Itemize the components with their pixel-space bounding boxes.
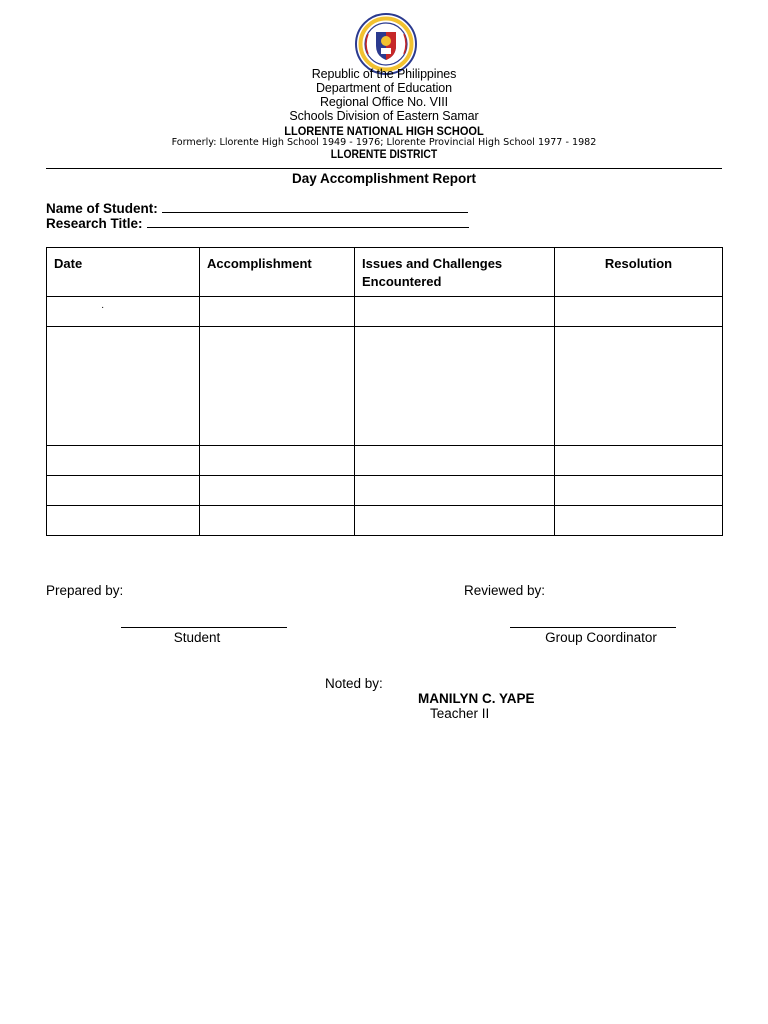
- table-cell[interactable]: [555, 297, 723, 327]
- table-cell[interactable]: [47, 297, 200, 327]
- header-accomplishment: Accomplishment: [200, 248, 355, 297]
- table-row: [47, 327, 723, 446]
- table-cell[interactable]: [47, 327, 200, 446]
- table-row: [47, 446, 723, 476]
- table-cell[interactable]: [555, 476, 723, 506]
- noted-by-name: MANILYN C. YAPE: [418, 691, 535, 706]
- header-department: Department of Education: [316, 81, 452, 95]
- table-cell[interactable]: [200, 476, 355, 506]
- table-cell[interactable]: [355, 476, 555, 506]
- student-name-label: Name of Student:: [46, 201, 158, 216]
- table-cell[interactable]: [355, 506, 555, 536]
- cell-mark: ·: [101, 302, 105, 313]
- student-name-field: [46, 201, 468, 216]
- accomplishment-table: [46, 247, 723, 536]
- coordinator-role: Group Coordinator: [545, 630, 657, 645]
- table-cell[interactable]: [47, 506, 200, 536]
- table-cell[interactable]: [555, 506, 723, 536]
- header-division: Schools Division of Eastern Samar: [289, 109, 479, 123]
- noted-by-label: Noted by:: [325, 676, 383, 691]
- table-cell[interactable]: [200, 506, 355, 536]
- school-formerly: Formerly: Llorente High School 1949 - 1976; Llorente Provincial High School 1977 - 1982: [171, 137, 597, 148]
- table-row: [47, 506, 723, 536]
- coordinator-signature-line[interactable]: [510, 627, 676, 628]
- student-name-blank[interactable]: [162, 202, 468, 213]
- reviewed-by-label: Reviewed by:: [464, 583, 546, 598]
- school-district: LLORENTE DISTRICT: [330, 149, 438, 161]
- table-header-row: [47, 248, 723, 297]
- table-cell[interactable]: [355, 297, 555, 327]
- table-cell[interactable]: [47, 446, 200, 476]
- noted-by-role: Teacher II: [430, 706, 490, 721]
- header-issues: Issues and Challenges Encountered: [355, 248, 555, 297]
- header-date: Date: [47, 248, 200, 297]
- table-cell[interactable]: [47, 476, 200, 506]
- prepared-by-label: Prepared by:: [46, 583, 124, 598]
- table-cell[interactable]: [355, 327, 555, 446]
- table-row: [47, 297, 723, 327]
- student-signature-line[interactable]: [121, 627, 287, 628]
- header-divider: [46, 168, 722, 169]
- research-title-label: Research Title:: [46, 216, 143, 231]
- header-resolution: Resolution: [555, 248, 723, 297]
- table-cell[interactable]: [200, 327, 355, 446]
- header-republic: Republic of the Philippines: [311, 67, 457, 81]
- table-cell[interactable]: [555, 446, 723, 476]
- table-cell[interactable]: [555, 327, 723, 446]
- table-cell[interactable]: [200, 297, 355, 327]
- table-cell[interactable]: [355, 446, 555, 476]
- table-row: [47, 476, 723, 506]
- research-title-field: [46, 216, 469, 231]
- school-name: LLORENTE NATIONAL HIGH SCHOOL: [284, 124, 484, 138]
- table-cell[interactable]: [200, 446, 355, 476]
- research-title-blank[interactable]: [147, 217, 469, 228]
- student-role: Student: [173, 630, 221, 645]
- header-region: Regional Office No. VIII: [320, 95, 448, 109]
- report-title: Day Accomplishment Report: [291, 171, 477, 186]
